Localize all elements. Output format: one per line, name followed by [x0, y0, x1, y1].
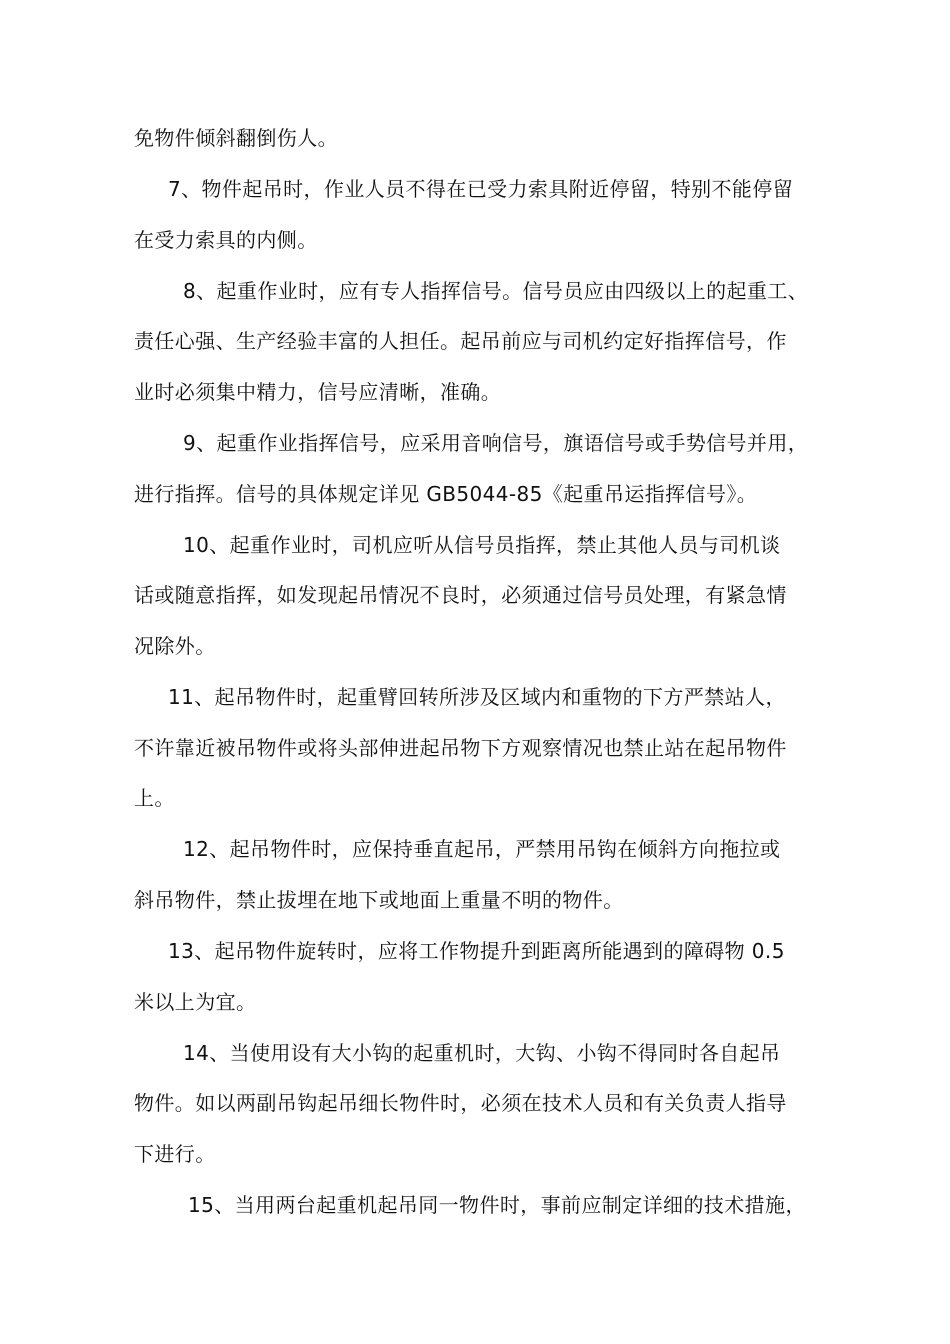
paragraph-7-line-2: 在受力索具的内侧。 [134, 228, 318, 252]
paragraph-11-line-2: 不许靠近被吊物件或将头部伸进起吊物下方观察情况也禁止站在起吊物件 [134, 736, 787, 760]
paragraph-12-line-1: 12、起吊物件时，应保持垂直起吊，严禁用吊钩在倾斜方向拖拉或 [183, 837, 781, 861]
paragraph-13-line-2: 米以上为宜。 [134, 990, 257, 1014]
paragraph-14-line-2: 物件。如以两副吊钩起吊细长物件时，必须在技术人员和有关负责人指导 [134, 1091, 787, 1115]
paragraph-7-line-1: 7、物件起吊时，作业人员不得在已受力索具附近停留，特别不能停留 [168, 177, 794, 201]
paragraph-12-line-2: 斜吊物件，禁止拔埋在地下或地面上重量不明的物件。 [134, 888, 624, 912]
paragraph-9-line-2: 进行指挥。信号的具体规定详见 GB5044-85《起重吊运指挥信号》。 [134, 482, 758, 506]
paragraph-9-line-1: 9、起重作业指挥信号，应采用音响信号，旗语信号或手势信号并用， [183, 431, 809, 455]
paragraph-6-line-1: 免物件倾斜翻倒伤人。 [134, 126, 338, 150]
paragraph-8-line-1: 8、起重作业时，应有专人指挥信号。信号员应由四级以上的起重工、 [183, 279, 809, 303]
paragraph-10-line-2: 话或随意指挥，如发现起吊情况不良时，必须通过信号员处理，有紧急情 [134, 583, 787, 607]
paragraph-15-line-1: 15、当用两台起重机起吊同一物件时，事前应制定详细的技术措施， [188, 1193, 806, 1217]
paragraph-13-line-1: 13、起吊物件旋转时，应将工作物提升到距离所能遇到的障碍物 0.5 [168, 939, 785, 963]
paragraph-8-line-2: 责任心强、生产经验丰富的人担任。起吊前应与司机约定好指挥信号，作 [134, 329, 787, 353]
paragraph-11-line-1: 11、起吊物件时，起重臂回转所涉及区域内和重物的下方严禁站人， [168, 685, 786, 709]
paragraph-8-line-3: 业时必须集中精力，信号应清晰，准确。 [134, 380, 502, 404]
paragraph-11-line-3: 上。 [134, 786, 175, 810]
paragraph-14-line-1: 14、当使用设有大小钩的起重机时，大钩、小钩不得同时各自起吊 [183, 1041, 781, 1065]
paragraph-14-line-3: 下进行。 [134, 1142, 216, 1166]
paragraph-10-line-3: 况除外。 [134, 634, 216, 658]
paragraph-10-line-1: 10、起重作业时，司机应听从信号员指挥，禁止其他人员与司机谈 [183, 533, 781, 557]
